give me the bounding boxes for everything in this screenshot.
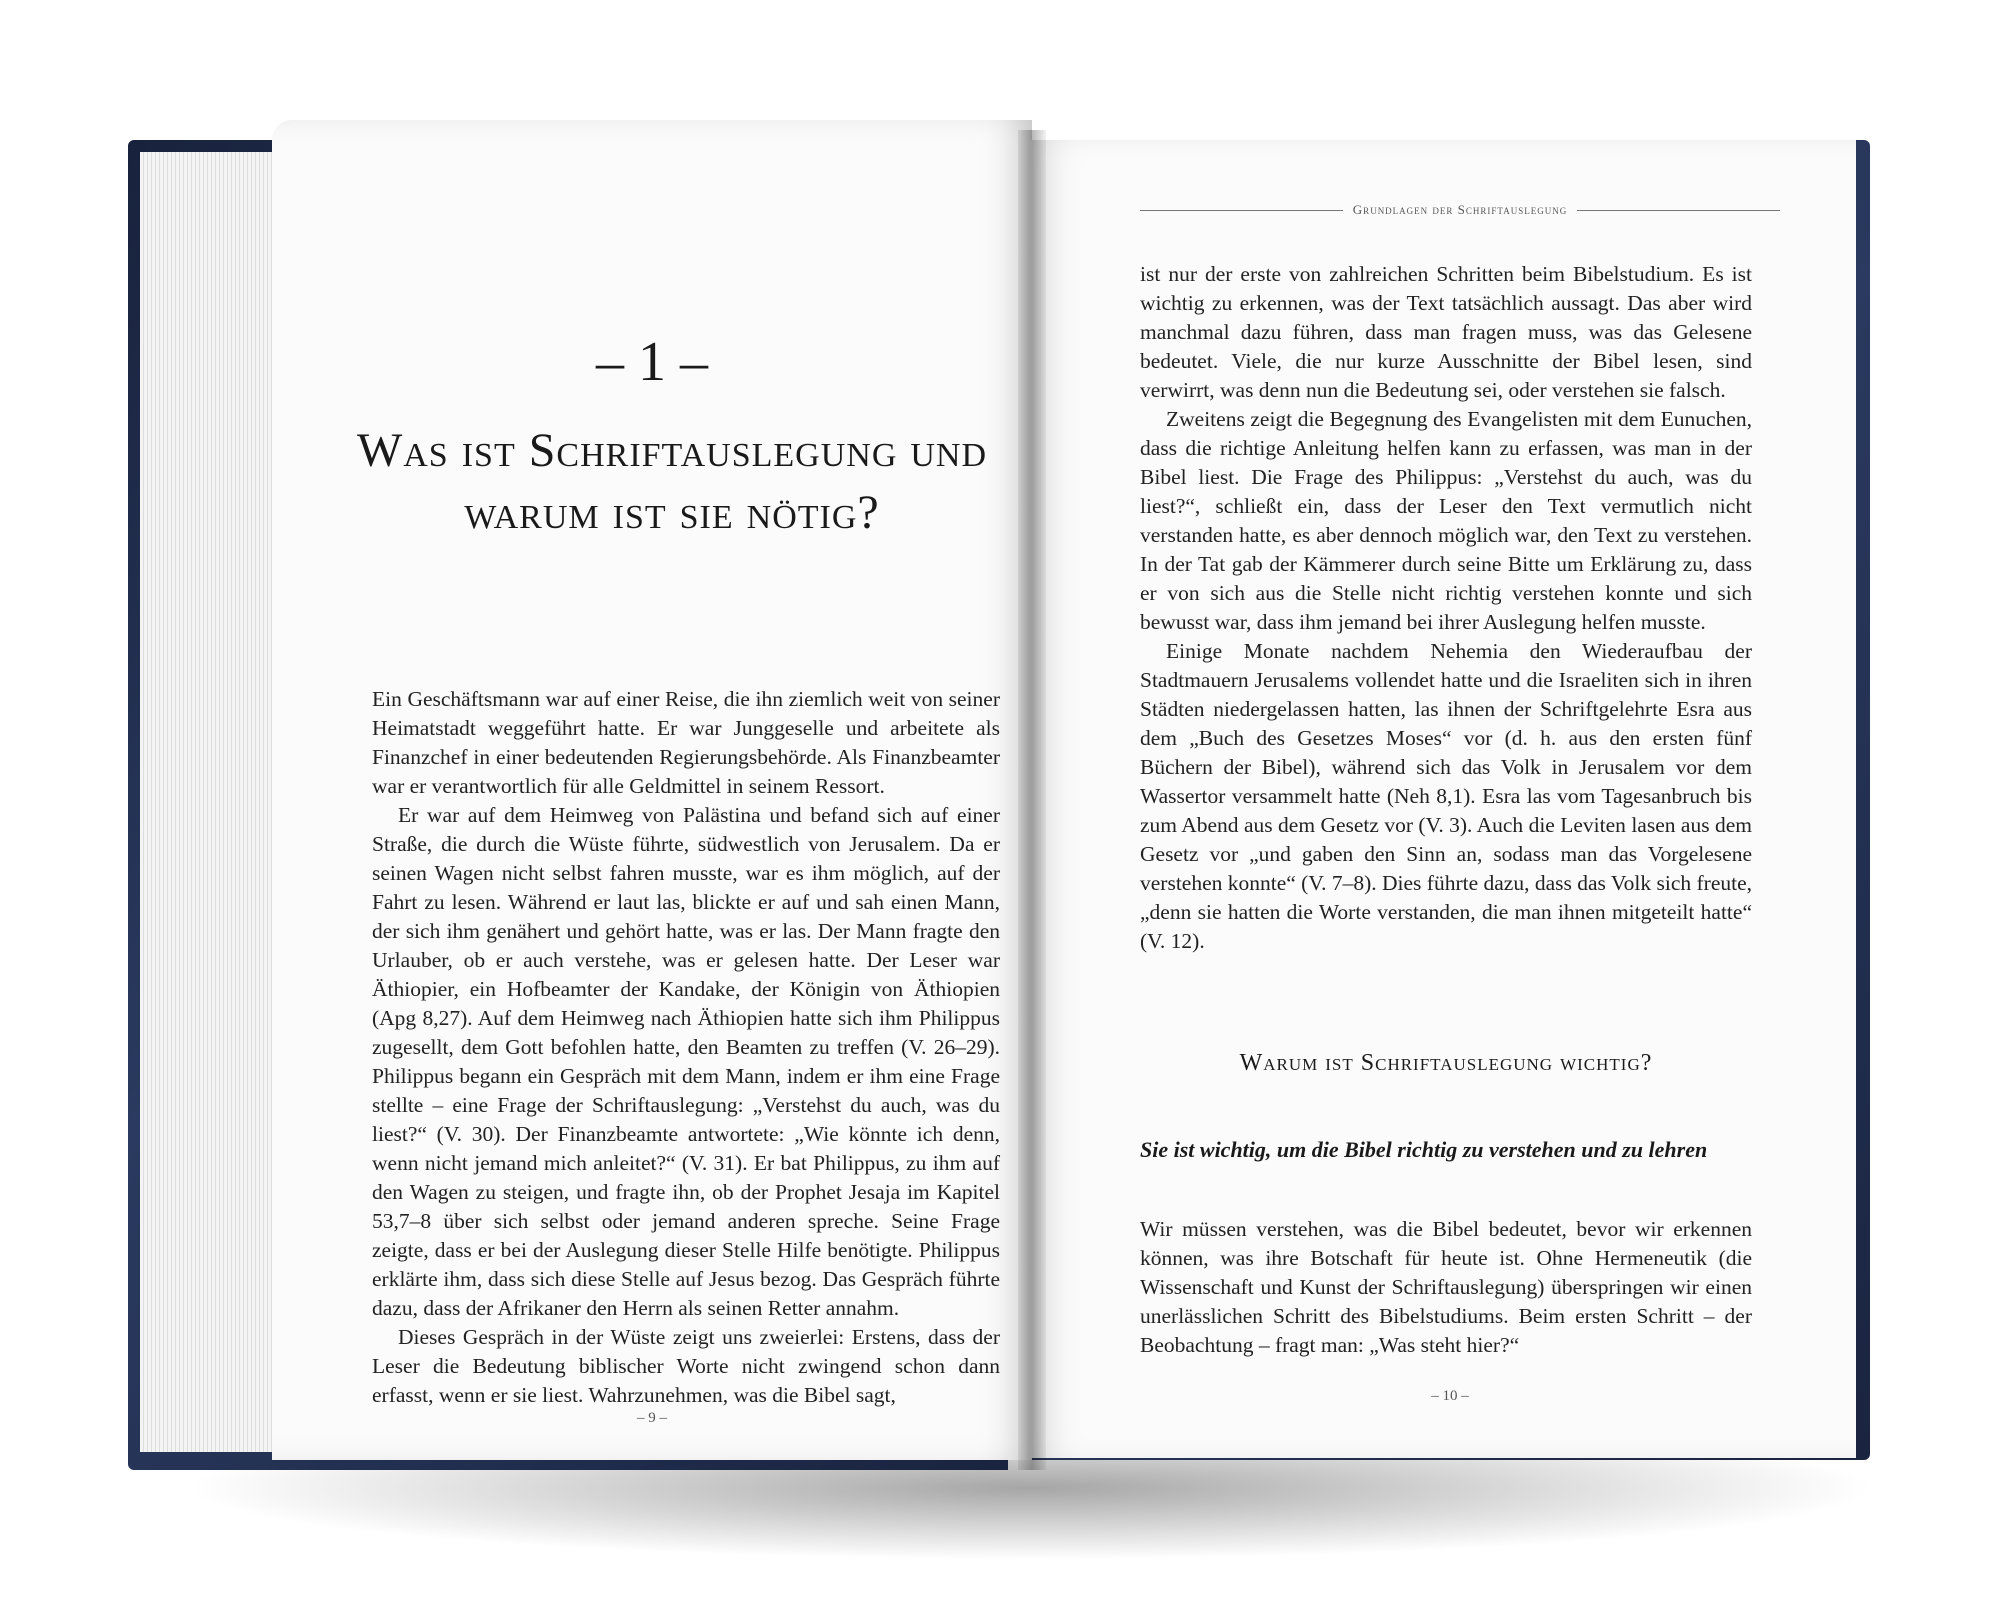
paragraph: Wir müssen verstehen, was die Bibel bedeutet, bevor wir erkennen können, was ihre Botschaft für heute ist. Ohne Hermeneutik (die Wissenschaft und Kunst der Schriftauslegung) überspringen wir einen unerlässlichen Schritt des Bibelstudiums. Beim ersten Schritt – der Beobachtung – fragt man: „Was steht hier?“ bbox=[1140, 1217, 1752, 1357]
paragraph: Ein Geschäftsmann war auf einer Reise, die ihn ziemlich weit von seiner Heimatstadt weggeführt hatte. Er war Junggeselle und arbeitete als Finanzchef in einer bedeutenden Regierungsbehörde. Als Finanzbeamter war er verantwortlich für alle Geldmittel in seinem Ressort. bbox=[372, 687, 1000, 798]
book-gutter bbox=[1018, 130, 1046, 1470]
running-head-rule-right bbox=[1577, 210, 1780, 211]
paragraph: Einige Monate nachdem Nehemia den Wiederaufbau der Stadtmauern Jerusalems vollendet hatte und die Israeliten sich in ihren Städten niedergelassen hatten, las ihnen der Schriftgelehrte Esra aus dem „Buch des Gesetzes Moses“ vor (d. h. aus den ersten fünf Büchern der Bibel), während sich das Volk in Jerusalem vor dem Wassertor versammelt hatte (Neh 8,1). Esra las vom Tagesanbruch bis zum Abend aus dem Gesetz vor (V. 3). Auch die Leviten lasen aus dem Gesetz vor „und gaben den Sinn an, sodass man das Vorgelesene verstehen konnte“ (V. 7–8). Dies führte dazu, dass das Volk sich freute, „denn sie hatten die Worte verstanden, die man ihnen mitgeteilt hatte“ (V. 12). bbox=[1140, 639, 1753, 953]
page-number: – 10 – bbox=[1431, 1388, 1469, 1404]
subheading: Sie ist wichtig, um die Bibel richtig zu verstehen und zu lehren bbox=[1140, 1137, 1708, 1162]
running-head-rule-left bbox=[1140, 210, 1343, 211]
left-page bbox=[272, 120, 1032, 1460]
right-page bbox=[1030, 140, 1856, 1458]
paragraph: Er war auf dem Heimweg von Palästina und befand sich auf einer Straße, die durch die Wüste führte, südwestlich von Jerusalem. Da er seinen Wagen nicht selbst fahren musste, war es ihm möglich, auf der Fahrt zu lesen. Während er laut las, blickte er auf und sah einen Mann, der sich ihm genähert und gehört hatte, was er las. Der Mann fragte den Urlauber, ob er auch verstehe, was er gelesen hatte. Der Leser war Äthiopier, ein Hofbeamter der Kandake, der Königin von Äthiopien (Apg 8,27). Auf dem Heimweg nach Äthiopien hatte sich ihm Philippus zugesellt, dem Gott befohlen hatte, den Beamten zu treffen (V. 26–29). Philippus begann ein Gespräch mit dem Mann, indem er ihm eine Frage stellte – eine Frage der Schriftauslegung: „Verstehst du auch, was du liest?“ (V. 30). Der Finanzbeamte antwortete: „Wie könnte ich denn, wenn nicht jemand mich anleitet?“ (V. 31). Er bat Philippus, zu ihm auf den Wagen zu steigen, und fragte ihn, ob der Prophet Jesaja im Kapitel 53,7–8 über sich selbst oder jemand anderen spreche. Seine Frage zeigte, dass er bei der Auslegung dieser Stelle Hilfe benötigte. Philippus erklärte ihm, dass sich diese Stelle auf Jesus bezog. Das Gespräch führte dazu, dass der Afrikaner den Herrn als seinen Retter annahm. bbox=[372, 803, 1000, 1320]
chapter-number: – 1 – bbox=[596, 331, 708, 393]
page-stack-edges bbox=[140, 152, 280, 1452]
paragraph: Dieses Gespräch in der Wüste zeigt uns zweierlei: Erstens, dass der Leser die Bedeutung biblischer Worte nicht zwingend schon dann erfasst, wenn er sie liest. Wahrzunehmen, was die Bibel sagt, bbox=[372, 1325, 1000, 1407]
chapter-title: Was ist Schriftauslegung und warum ist sie nötig? bbox=[356, 424, 988, 539]
right-page-body bbox=[1140, 260, 1752, 956]
running-head-text: Grundlagen der Schriftauslegung bbox=[1352, 202, 1568, 217]
page-number: – 9 – bbox=[637, 1410, 667, 1426]
section-heading: Warum ist Schriftauslegung wichtig? bbox=[1239, 1050, 1653, 1076]
running-head bbox=[1140, 202, 1780, 218]
section-body bbox=[1140, 1215, 1752, 1360]
paragraph: Zweitens zeigt die Begegnung des Evangelisten mit dem Eunuchen, dass die richtige Anleitung helfen kann zu erfassen, was man in der Bibel liest. Die Frage des Philippus: „Verstehst du auch, was du liest?“, schließt ein, dass der Leser den Text vermutlich nicht verstanden hatte, es aber dennoch möglich war, den Text zu verstehen. In der Tat gab der Kämmerer durch seine Bitte um Erklärung zu, dass er von sich aus die Stelle nicht richtig verstehen konnte und sich bewusst war, dass ihm jemand bei ihrer Auslegung helfen musste. bbox=[1140, 407, 1752, 634]
left-page-body bbox=[372, 685, 1000, 1410]
paragraph: ist nur der erste von zahlreichen Schritten beim Bibelstudium. Es ist wichtig zu erkennen, was der Text tatsächlich aussagt. Das aber wird manchmal dazu führen, dass man fragen muss, was das Gelesene bedeutet. Viele, die nur kurze Ausschnitte der Bibel lesen, sind verwirrt, was denn nun die Bedeutung sei, oder verstehen sie falsch. bbox=[1140, 262, 1752, 402]
